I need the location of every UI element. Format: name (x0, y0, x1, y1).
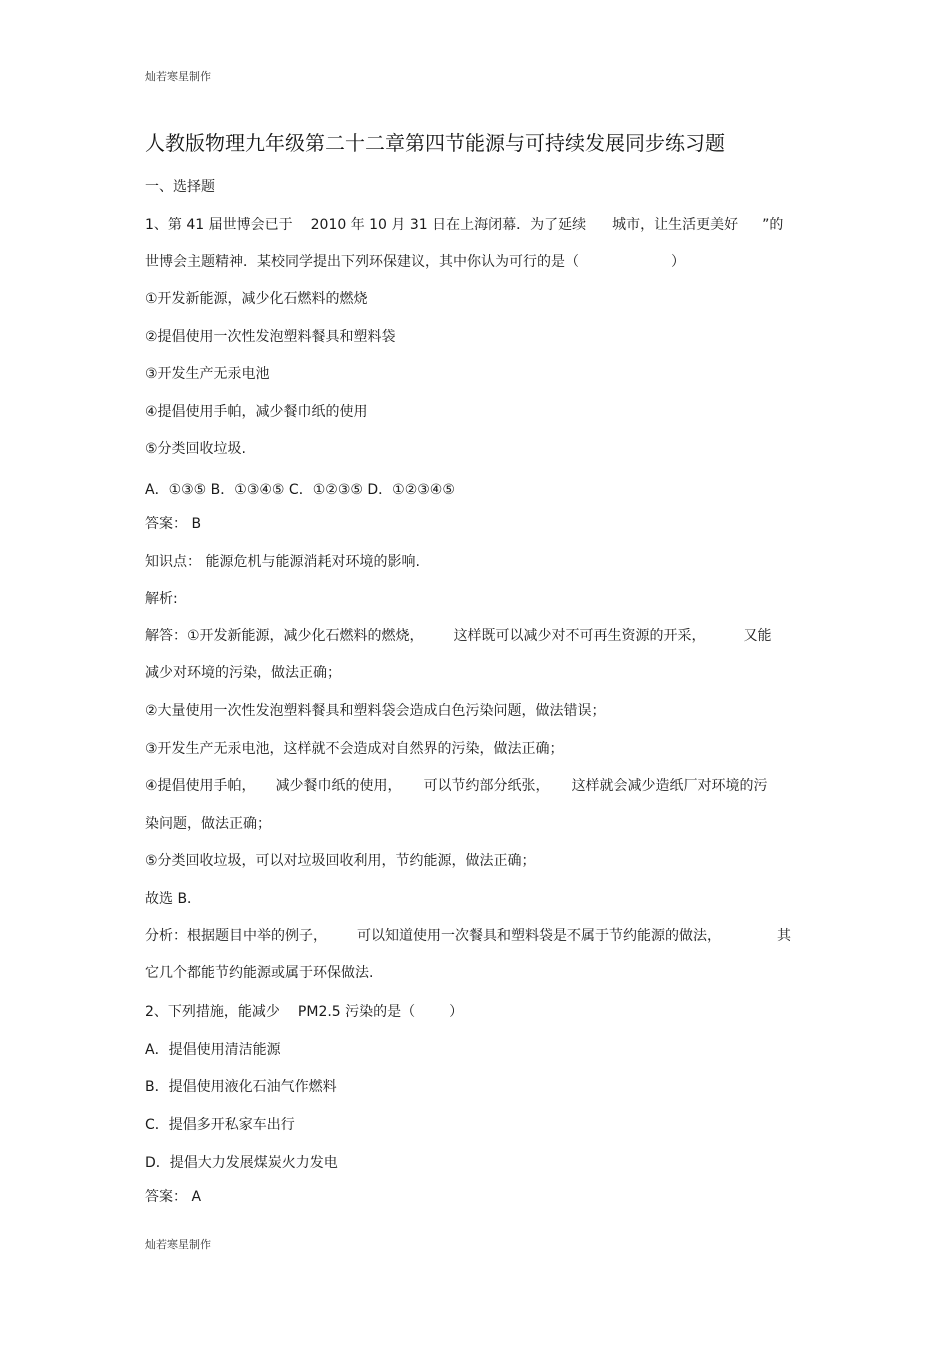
solution-line-4: ③开发生产无汞电池，这样就不会造成对自然界的污染，做法正确； (145, 741, 564, 757)
page-header: 灿若寒星制作 (145, 70, 211, 83)
q2-stem-part: 2、下列措施，能减少 (145, 1004, 280, 1020)
q1-stem-part: ”的 (762, 217, 784, 233)
q2-stem-part: PM2.5 污染的是（ (297, 1004, 416, 1020)
q1-stem-part: ） (671, 254, 685, 270)
question-2-option-a: A．提倡使用清洁能源 (145, 1042, 281, 1058)
solution-line-7: ⑤分类回收垃圾，可以对垃圾回收利用，节约能源，做法正确； (145, 853, 536, 869)
question-1-item-2: ②提倡使用一次性发泡塑料餐具和塑料袋 (145, 329, 396, 345)
q1-stem-part: 世博会主题精神．某校同学提出下列环保建议，其中你认为可行的是（ (145, 254, 579, 270)
question-2-stem (145, 1001, 463, 1021)
solution-part: 又能 (743, 628, 772, 644)
section-heading: 一、选择题 (145, 179, 215, 195)
question-1-knowledge-point: 知识点： 能源危机与能源消耗对环境的影响. (145, 554, 420, 570)
solution-line-3: ②大量使用一次性发泡塑料餐具和塑料袋会造成白色污染问题，做法错误； (145, 703, 606, 719)
solution-line-8: 故选 B． (145, 891, 202, 907)
question-2-option-d: D．提倡大力发展煤炭火力发电 (145, 1155, 338, 1171)
question-1-item-5: ⑤分类回收垃圾. (145, 441, 247, 457)
solution-part: 这样就会减少造纸厂对环境的污 (571, 778, 768, 794)
analysis-part: 分析：根据题目中举的例子， (145, 928, 327, 944)
q1-stem-part: 城市，让生活更美好 (612, 217, 739, 233)
solution-line-5 (145, 775, 768, 795)
solution-line-2: 减少对环境的污染，做法正确； (145, 665, 341, 681)
question-1-item-3: ③开发生产无汞电池 (145, 366, 270, 382)
solution-line-6: 染问题，做法正确； (145, 816, 271, 832)
q1-stem-part: 2010 年 10 月 31 日在上海闭幕．为了延续 (310, 217, 587, 233)
q2-stem-part: ） (449, 1004, 464, 1020)
question-1-item-4: ④提倡使用手帕，减少餐巾纸的使用 (145, 404, 368, 420)
analysis-part: 可以知道使用一次餐具和塑料袋是不属于节约能源的做法， (357, 928, 721, 944)
solution-part: 解答：①开发新能源，减少化石燃料的燃烧， (145, 628, 424, 644)
solution-part: 可以节约部分纸张， (423, 778, 550, 794)
solution-line-1 (145, 625, 772, 645)
solution-part: ④提倡使用手帕， (145, 778, 256, 794)
question-2-option-b: B．提倡使用液化石油气作燃料 (145, 1079, 337, 1095)
solution-part: 减少餐巾纸的使用， (275, 778, 402, 794)
question-1-options: A．①③⑤ B．①③④⑤ C．①②③⑤ D．①②③④⑤ (145, 482, 455, 498)
analysis-line-2: 它几个都能节约能源或属于环保做法. (145, 965, 374, 981)
question-1-answer: 答案： B (145, 516, 202, 532)
document-title: 人教版物理九年级第二十二章第四节能源与可持续发展同步练习题 (145, 131, 725, 155)
question-1-item-1: ①开发新能源，减少化石燃料的燃烧 (145, 291, 368, 307)
question-2-option-c: C．提倡多开私家车出行 (145, 1117, 295, 1133)
analysis-part: 其 (777, 928, 791, 944)
q1-stem-part: 1、第 41 届世博会已于 (145, 217, 293, 233)
page-footer: 灿若寒星制作 (145, 1238, 211, 1251)
question-2-answer: 答案： A (145, 1189, 202, 1205)
analysis-line-1 (145, 925, 791, 945)
question-1-stem-line-1 (145, 214, 783, 234)
question-1-stem-line-2 (145, 251, 685, 271)
question-1-analysis-label: 解析: (145, 591, 178, 607)
solution-part: 这样既可以减少对不可再生资源的开采， (453, 628, 706, 644)
